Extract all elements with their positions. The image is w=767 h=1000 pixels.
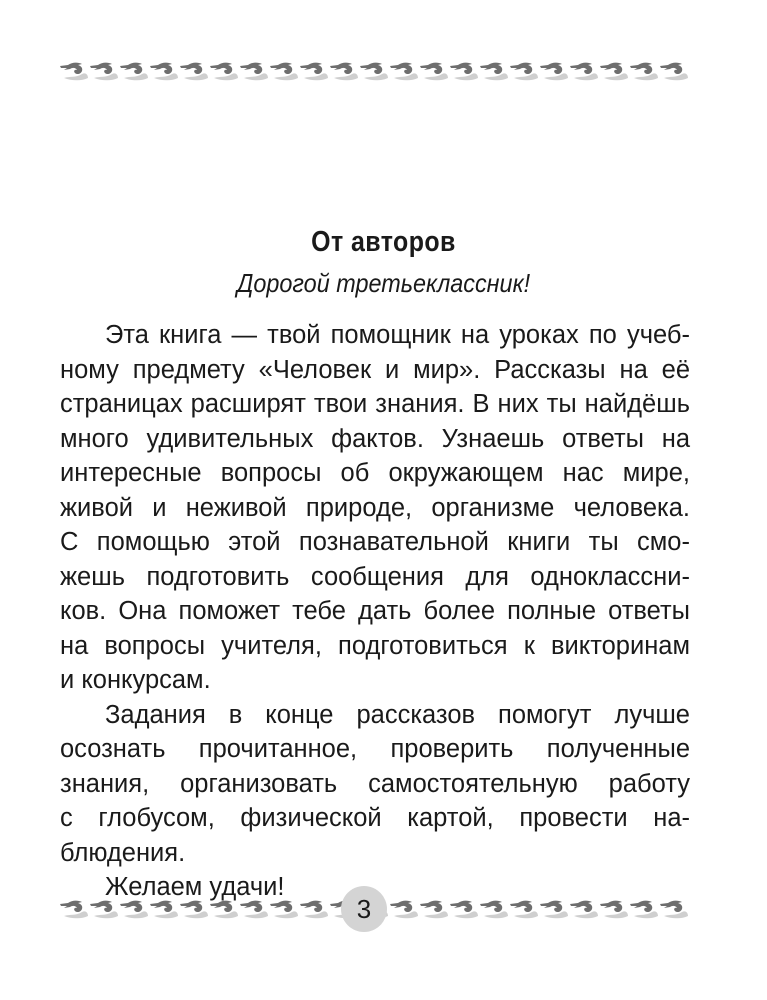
text-line: ному предмету «Человек и мир». Рассказы на её (60, 355, 690, 384)
wave-ornament-icon (388, 60, 418, 82)
page-title: От авторов (311, 226, 456, 258)
wave-ornament-icon (298, 898, 328, 920)
text-line: интересные вопросы об окружающем нас мире, (60, 459, 690, 487)
wave-ornament-icon (538, 60, 568, 82)
wave-ornament-icon (418, 60, 448, 82)
wave-ornament-icon (628, 60, 658, 82)
wave-ornament-icon (658, 898, 688, 920)
wave-ornament-icon (148, 898, 178, 920)
text-line: блюдения. (60, 838, 186, 867)
body-text (60, 318, 690, 905)
wave-ornament-icon (388, 898, 418, 920)
wave-ornament-icon (118, 898, 148, 920)
text-line: Желаем удачи! (105, 873, 285, 901)
text-line: и конкурсам. (60, 666, 211, 694)
wave-ornament-icon (448, 60, 478, 82)
wave-ornament-icon (508, 898, 538, 920)
wave-ornament-icon (358, 60, 388, 82)
wave-ornament-icon (328, 60, 358, 82)
wave-ornament-icon (568, 60, 598, 82)
wave-ornament-icon (88, 898, 118, 920)
wave-ornament-icon (58, 60, 88, 82)
wave-ornament-icon (298, 60, 328, 82)
wave-ornament-icon (628, 898, 658, 920)
wave-ornament-icon (418, 898, 448, 920)
top-ornament-border (58, 60, 692, 82)
wave-ornament-icon (478, 60, 508, 82)
text-line: Эта книга — твой помощник на уроках по учеб- (105, 321, 690, 349)
wave-ornament-icon (208, 898, 238, 920)
wave-ornament-icon (58, 898, 88, 920)
text-line: знания, организовать самостоятельную работу (60, 769, 690, 798)
text-line: С помощью этой познавательной книги ты смо- (60, 528, 690, 556)
wave-ornament-icon (238, 898, 268, 920)
text-line: много удивительных фактов. Узнаешь ответы на (60, 424, 690, 453)
wave-ornament-icon (88, 60, 118, 82)
wave-ornament-icon (478, 898, 508, 920)
wave-ornament-icon (148, 60, 178, 82)
wave-ornament-icon (568, 898, 598, 920)
wave-ornament-icon (208, 60, 238, 82)
wave-ornament-icon (178, 60, 208, 82)
wave-ornament-icon (508, 60, 538, 82)
text-line: ков. Она поможет тебе дать более полные ответы (60, 597, 690, 625)
text-line: осознать прочитанное, проверить полученные (60, 735, 690, 763)
text-line: на вопросы учителя, подготовиться к викторинам (60, 631, 690, 660)
wave-ornament-icon (448, 898, 478, 920)
wave-ornament-icon (538, 898, 568, 920)
text-line: жешь подготовить сообщения для одноклассни- (60, 562, 690, 591)
text-line: живой и неживой природе, организме человека. (60, 493, 690, 522)
wave-ornament-icon (268, 60, 298, 82)
wave-ornament-icon (658, 60, 688, 82)
page-number-badge (341, 886, 387, 932)
wave-ornament-icon (178, 898, 208, 920)
text-line: с глобусом, физической картой, провести на- (60, 804, 690, 832)
text-line: страницах расширят твои знания. В них ты найдёшь (60, 390, 690, 418)
wave-ornament-icon (598, 898, 628, 920)
wave-ornament-icon (118, 60, 148, 82)
wave-ornament-icon (238, 60, 268, 82)
text-line: Задания в конце рассказов помогут лучше (105, 700, 690, 729)
page-number: 3 (356, 893, 372, 924)
greeting-subtitle: Дорогой третьеклассник! (236, 268, 531, 298)
wave-ornament-icon (268, 898, 298, 920)
wave-ornament-icon (598, 60, 628, 82)
